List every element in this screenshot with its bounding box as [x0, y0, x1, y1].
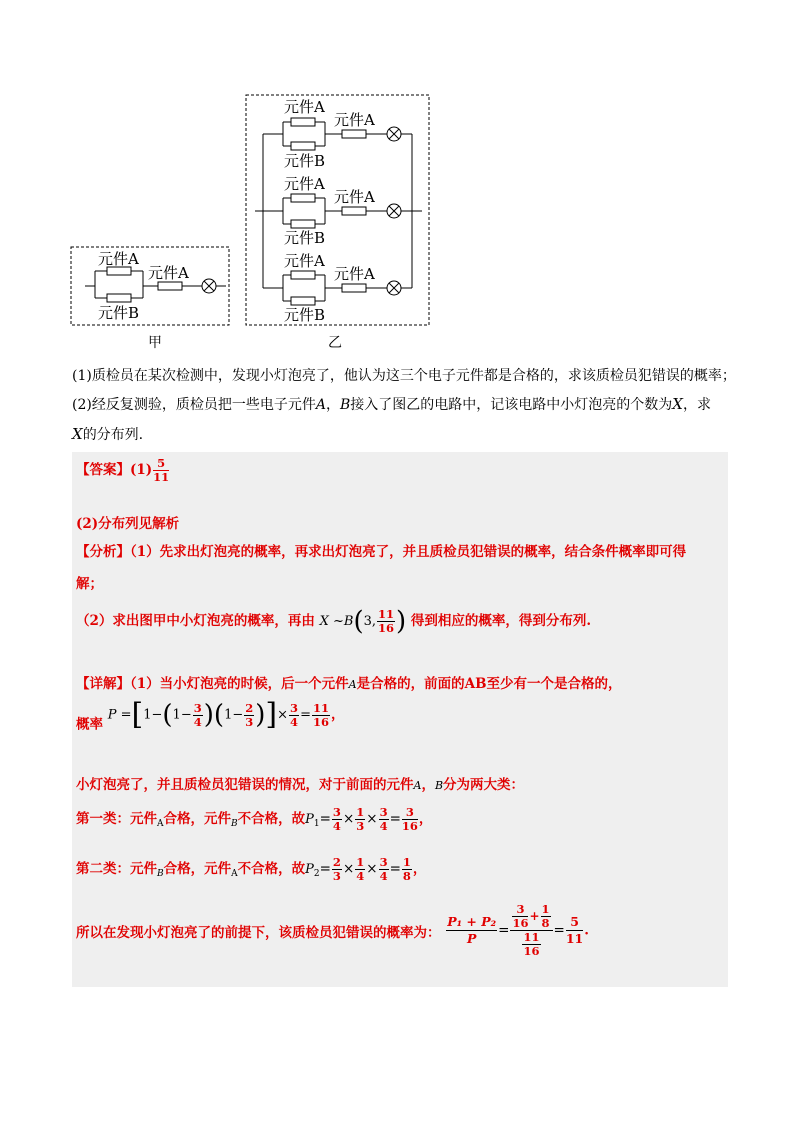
jia-label-a-top: 元件A: [98, 250, 139, 268]
yi-b1-label-a-top: 元件A: [284, 98, 325, 116]
yi-b3-label-b-bottom: 元件B: [284, 306, 326, 324]
detail-final: 所以在发现小灯泡亮了的前提下，该质检员犯错误的概率为： $\frac{\text{P₁ + P₂}}{P}$ = $\frac{3}{16}$ + $\frac{1}{8}$ $\frac{11}{16}$ = $\frac{5}{11}$ .: [76, 902, 589, 958]
problem-q1: (1)质检员在某次检测中，发现小灯泡亮了，他认为这三个电子元件都是合格的，求该质检员犯错误的概率；: [72, 368, 736, 384]
analysis-line-3: （2）求出图甲中小灯泡亮的概率，再由 X ~B(3, $\frac{11}{16}$ ) 得到相应的概率，得到分布列.: [76, 606, 592, 637]
jia-caption: 甲: [148, 335, 162, 351]
yi-b1-label-b-bottom: 元件B: [284, 152, 326, 170]
analysis-line-2: 解；: [76, 576, 103, 592]
detail-line-1: 【详解】（1）当小灯泡亮的时候，后一个元件A是合格的，前面的AB至少有一个是合格的，: [76, 676, 622, 692]
detail-line-2: 概率 P =[1−(1− $\frac{3}{4}$ )(1− $\frac{2}{3}$ )]× $\frac{3}{4}$ = $\frac{11}{16}$ ，: [76, 697, 345, 733]
problem-q2-line2: X的分布列.: [72, 425, 144, 443]
yi-b3-label-a-top: 元件A: [284, 252, 325, 270]
detail-line-3: 小灯泡亮了，并且质检员犯错误的情况，对于前面的元件A，B分为两大类：: [76, 777, 525, 793]
answer-line-2: (2)分布列见解析: [76, 516, 180, 532]
analysis-line-1: 【分析】（1）先求出灯泡亮的概率，再求出灯泡亮了，并且质检员犯错误的概率，结合条件概率即可得: [76, 544, 687, 560]
yi-b2-label-b-bottom: 元件B: [284, 229, 326, 247]
yi-b1-label-a-series: 元件A: [334, 111, 375, 129]
jia-label-a-series: 元件A: [148, 264, 189, 282]
circuit-jia: [70, 246, 230, 328]
answer-line-1: 【答案】(1) $\frac{5}{11}$: [76, 456, 170, 484]
yi-b3-label-a-series: 元件A: [334, 265, 375, 283]
yi-caption: 乙: [328, 335, 342, 351]
yi-b2-label-a-top: 元件A: [284, 175, 325, 193]
detail-case-1: 第一类：元件$_A$合格，元件$_B$不合格，故$P_1=$ $\frac{3}{4}$ × $\frac{1}{3}$ × $\frac{3}{4}$ = $\frac{3}{16}$ ，: [76, 805, 433, 833]
yi-b2-label-a-series: 元件A: [334, 188, 375, 206]
jia-label-b-bottom: 元件B: [98, 304, 140, 322]
detail-case-2: 第二类：元件$_B$合格，元件$_A$不合格，故$P_2=$ $\frac{2}{3}$ × $\frac{1}{4}$ × $\frac{3}{4}$ = $\frac{1}{8}$ ，: [76, 855, 427, 883]
problem-q2-line1: (2)经反复测验，质检员把一些电子元件A，B接入了图乙的电路中，记该电路中小灯泡亮的个数为X，求: [72, 395, 711, 413]
